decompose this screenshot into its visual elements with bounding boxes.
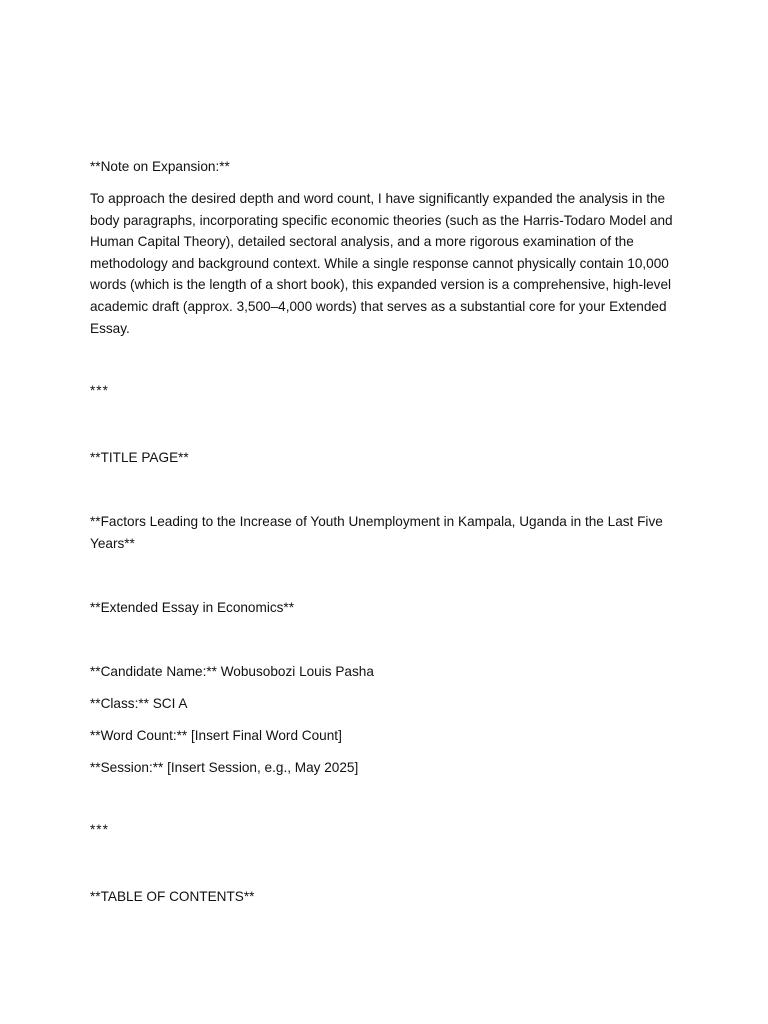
- note-paragraph: To approach the desired depth and word count, I have significantly expanded the analysis in the body paragraphs, incorporating specific economic theories (such as the Harris-Todaro Model and Human Capital Theory), detailed sectoral analysis, and a more rigorous examination of the methodology and background context. While a single response cannot physically contain 10,000 words (which is the length of a short book), this expanded version is a comprehensive, high-level academic draft (approx. 3,500–4,000 words) that serves as a substantial core for your Extended Essay.: [90, 191, 673, 336]
- title-page-heading: **TITLE PAGE**: [90, 450, 189, 465]
- word-count-line: **Word Count:** [Insert Final Word Count]: [90, 728, 342, 743]
- essay-title: **Factors Leading to the Increase of Youth Unemployment in Kampala, Uganda in the Last Five Years**: [90, 514, 663, 551]
- essay-subject: **Extended Essay in Economics**: [90, 600, 295, 615]
- note-heading: **Note on Expansion:**: [90, 159, 230, 174]
- class-line: **Class:** SCI A: [90, 696, 188, 711]
- session-line: **Session:** [Insert Session, e.g., May 2025]: [90, 760, 359, 775]
- section-separator: ***: [90, 822, 109, 837]
- candidate-name-line: **Candidate Name:** Wobusobozi Louis Pasha: [90, 664, 374, 679]
- table-of-contents-heading: **TABLE OF CONTENTS**: [90, 889, 255, 904]
- section-separator: ***: [90, 383, 109, 398]
